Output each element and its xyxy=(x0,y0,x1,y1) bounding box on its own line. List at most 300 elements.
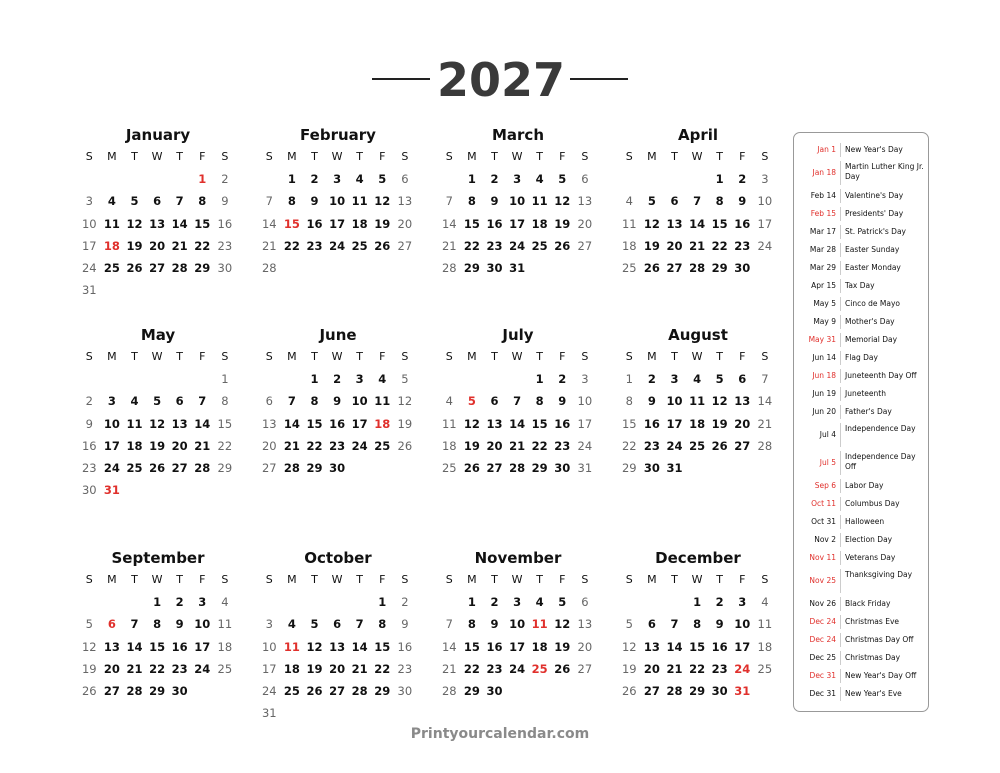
day-cell: 6 xyxy=(333,617,342,632)
day-cell: 25 xyxy=(531,238,548,253)
weekday-header: T xyxy=(176,573,184,586)
day-cell: 19 xyxy=(397,416,413,431)
day-cell: 22 xyxy=(149,661,166,676)
holiday-row xyxy=(794,649,930,667)
day-cell: 20 xyxy=(149,238,166,253)
day-cell: 9 xyxy=(738,194,747,209)
day-cell: 2 xyxy=(490,595,499,610)
empty-day xyxy=(258,368,281,390)
weekday-header: S xyxy=(445,150,453,163)
day-cell: 1 xyxy=(693,595,702,610)
day-cell: 1 xyxy=(715,172,724,187)
holiday-row xyxy=(794,205,930,223)
empty-day xyxy=(438,168,461,190)
day-cell: 7 xyxy=(175,194,184,209)
day-cell: 14 xyxy=(126,639,143,654)
day-cell: 19 xyxy=(306,661,323,676)
day-cell: 5 xyxy=(378,172,387,187)
day-grid xyxy=(618,569,778,702)
day-cell: 10 xyxy=(757,194,773,209)
day-cell: 19 xyxy=(554,639,571,654)
day-cell: 13 xyxy=(103,639,120,654)
day-cell: 24 xyxy=(757,238,773,253)
weekday-header: W xyxy=(331,350,343,363)
day-cell: 20 xyxy=(577,639,593,654)
day-cell: 1 xyxy=(625,372,633,387)
day-cell: 25 xyxy=(531,661,548,676)
day-cell: 26 xyxy=(397,438,413,453)
weekday-header: T xyxy=(671,350,678,363)
day-cell: 27 xyxy=(149,260,166,275)
holiday-row xyxy=(794,631,930,649)
day-cell: 1 xyxy=(287,172,296,187)
day-cell: 19 xyxy=(81,661,97,676)
day-cell: 28 xyxy=(441,260,457,275)
day-cell: 30 xyxy=(217,260,233,275)
day-cell: 4 xyxy=(535,172,544,187)
holiday-date: Feb 15 xyxy=(810,209,836,218)
day-cell: 6 xyxy=(490,394,499,409)
holiday-divider xyxy=(840,387,841,401)
day-cell: 11 xyxy=(441,416,457,431)
day-cell: 20 xyxy=(103,661,120,676)
weekday-header: T xyxy=(311,150,318,163)
holiday-name: Easter Monday xyxy=(845,263,901,272)
weekday-header: S xyxy=(221,573,229,586)
weekday-header: S xyxy=(85,573,93,586)
day-cell: 3 xyxy=(670,372,679,387)
holiday-date: May 9 xyxy=(813,317,836,326)
day-cell: 29 xyxy=(217,460,233,475)
day-cell: 5 xyxy=(130,194,139,209)
day-cell: 26 xyxy=(621,683,637,698)
day-cell: 11 xyxy=(689,394,706,409)
day-cell: 31 xyxy=(261,706,277,721)
day-cell: 3 xyxy=(85,194,93,209)
holiday-divider xyxy=(840,189,841,203)
day-cell: 24 xyxy=(329,238,346,253)
holiday-divider xyxy=(840,405,841,419)
day-cell: 10 xyxy=(194,617,211,632)
day-cell: 12 xyxy=(554,194,571,209)
month-title: November xyxy=(474,549,562,567)
empty-day xyxy=(663,168,686,190)
weekday-header: M xyxy=(647,350,657,363)
holiday-date: Dec 24 xyxy=(809,635,836,644)
holiday-date: Nov 2 xyxy=(814,535,836,544)
day-cell: 15 xyxy=(149,639,166,654)
day-cell: 26 xyxy=(711,438,728,453)
empty-day xyxy=(686,168,709,190)
month-title: July xyxy=(502,326,534,344)
holiday-date: Oct 11 xyxy=(811,499,836,508)
holiday-name: St. Patrick's Day xyxy=(845,227,906,236)
holiday-date: Jun 18 xyxy=(812,371,836,380)
holiday-name: New Year's Day Off xyxy=(845,671,917,680)
weekday-header: S xyxy=(445,573,453,586)
day-cell: 13 xyxy=(329,639,346,654)
day-cell: 29 xyxy=(149,683,166,698)
weekday-header: S xyxy=(761,573,769,586)
holiday-name: Christmas Day Off xyxy=(845,635,914,644)
day-cell: 20 xyxy=(734,416,751,431)
day-cell: 30 xyxy=(554,460,571,475)
day-cell: 23 xyxy=(217,238,233,253)
weekday-header: M xyxy=(287,350,297,363)
day-cell: 16 xyxy=(486,639,503,654)
holiday-name: Columbus Day xyxy=(845,499,900,508)
weekday-header: S xyxy=(445,350,453,363)
day-cell: 17 xyxy=(81,238,97,253)
day-cell: 16 xyxy=(734,216,751,231)
day-cell: 6 xyxy=(670,194,679,209)
day-cell: 31 xyxy=(577,460,593,475)
day-cell: 4 xyxy=(535,595,544,610)
holiday-divider xyxy=(840,225,841,239)
empty-day xyxy=(618,168,641,190)
day-cell: 25 xyxy=(283,683,300,698)
weekday-header: W xyxy=(151,573,163,586)
holiday-date: Feb 14 xyxy=(810,191,836,200)
holiday-divider xyxy=(840,451,841,475)
day-cell: 27 xyxy=(666,260,683,275)
holiday-row xyxy=(794,667,930,685)
holiday-row xyxy=(794,223,930,241)
day-cell: 6 xyxy=(107,617,116,632)
weekday-header: S xyxy=(625,350,633,363)
empty-day xyxy=(618,591,641,613)
day-cell: 24 xyxy=(103,460,120,475)
day-cell: 23 xyxy=(486,238,503,253)
day-cell: 24 xyxy=(734,661,751,676)
holiday-date: Apr 15 xyxy=(811,281,836,290)
day-cell: 21 xyxy=(689,238,706,253)
empty-day xyxy=(326,591,349,613)
month-title: September xyxy=(111,549,205,567)
day-cell: 13 xyxy=(397,194,413,209)
holiday-date: Oct 31 xyxy=(811,517,836,526)
holiday-date: Dec 31 xyxy=(809,689,836,698)
weekday-header: T xyxy=(176,150,184,163)
month-title: June xyxy=(319,326,357,344)
day-cell: 13 xyxy=(577,194,593,209)
empty-day xyxy=(281,368,304,390)
day-cell: 23 xyxy=(711,661,728,676)
day-cell: 24 xyxy=(81,260,97,275)
day-cell: 12 xyxy=(643,216,660,231)
holiday-date: May 5 xyxy=(813,299,836,308)
day-cell: 13 xyxy=(171,416,188,431)
day-grid xyxy=(438,146,598,279)
holiday-row xyxy=(794,367,930,385)
day-cell: 10 xyxy=(351,394,368,409)
day-cell: 26 xyxy=(374,238,391,253)
day-cell: 9 xyxy=(175,617,184,632)
day-cell: 4 xyxy=(130,394,139,409)
day-cell: 15 xyxy=(531,416,548,431)
holiday-name: Election Day xyxy=(845,535,893,544)
day-cell: 26 xyxy=(306,683,323,698)
holiday-row xyxy=(794,513,930,531)
day-cell: 2 xyxy=(333,372,342,387)
day-cell: 21 xyxy=(171,238,188,253)
day-cell: 20 xyxy=(261,438,277,453)
weekday-header: S xyxy=(221,350,229,363)
day-cell: 18 xyxy=(531,216,548,231)
day-cell: 30 xyxy=(171,683,188,698)
holiday-divider xyxy=(840,351,841,365)
day-cell: 13 xyxy=(577,617,593,632)
day-cell: 15 xyxy=(306,416,323,431)
day-cell: 5 xyxy=(558,595,567,610)
holiday-date: May 31 xyxy=(808,335,836,344)
day-cell: 20 xyxy=(577,216,593,231)
day-cell: 19 xyxy=(463,438,480,453)
empty-day xyxy=(258,591,281,613)
holiday-row xyxy=(794,567,930,595)
day-cell: 7 xyxy=(445,194,453,209)
day-cell: 24 xyxy=(577,438,593,453)
weekday-header: M xyxy=(467,150,477,163)
holiday-row xyxy=(794,403,930,421)
month-october xyxy=(258,547,418,724)
weekday-header: S xyxy=(85,350,93,363)
day-cell: 12 xyxy=(621,639,637,654)
day-cell: 8 xyxy=(287,194,296,209)
day-cell: 14 xyxy=(666,639,683,654)
day-cell: 30 xyxy=(643,460,660,475)
day-cell: 23 xyxy=(643,438,660,453)
holiday-name: Mother's Day xyxy=(845,317,895,326)
empty-day xyxy=(506,368,529,390)
day-cell: 17 xyxy=(666,416,683,431)
day-cell: 27 xyxy=(103,683,120,698)
month-title: March xyxy=(491,126,545,144)
day-cell: 11 xyxy=(103,216,120,231)
day-cell: 9 xyxy=(490,617,499,632)
day-cell: 22 xyxy=(621,438,637,453)
day-cell: 7 xyxy=(445,617,453,632)
day-cell: 7 xyxy=(287,394,296,409)
day-cell: 18 xyxy=(621,238,637,253)
day-cell: 8 xyxy=(625,394,633,409)
holiday-date: Mar 29 xyxy=(809,263,836,272)
day-cell: 11 xyxy=(283,639,300,654)
holiday-name: Father's Day xyxy=(845,407,892,416)
holiday-date: Jul 5 xyxy=(819,458,836,467)
empty-day xyxy=(168,368,191,390)
day-cell: 25 xyxy=(217,661,233,676)
day-cell: 27 xyxy=(397,238,413,253)
holiday-divider xyxy=(840,687,841,701)
holiday-name: Black Friday xyxy=(845,599,891,608)
holiday-name: Presidents' Day xyxy=(845,209,904,218)
day-cell: 31 xyxy=(666,460,683,475)
month-title: February xyxy=(300,126,376,144)
month-august xyxy=(618,324,778,479)
day-cell: 3 xyxy=(513,595,522,610)
day-cell: 26 xyxy=(554,661,571,676)
day-cell: 23 xyxy=(329,438,346,453)
day-cell: 22 xyxy=(217,438,233,453)
empty-day xyxy=(303,591,326,613)
day-cell: 15 xyxy=(463,216,480,231)
day-cell: 19 xyxy=(554,216,571,231)
day-cell: 28 xyxy=(261,260,277,275)
day-cell: 18 xyxy=(351,216,368,231)
day-cell: 12 xyxy=(397,394,413,409)
day-cell: 3 xyxy=(333,172,342,187)
empty-day xyxy=(146,368,169,390)
holiday-name: Memorial Day xyxy=(845,335,898,344)
day-cell: 2 xyxy=(221,172,229,187)
day-cell: 1 xyxy=(198,172,207,187)
day-cell: 6 xyxy=(647,617,656,632)
day-cell: 5 xyxy=(558,172,567,187)
day-cell: 12 xyxy=(81,639,97,654)
day-cell: 15 xyxy=(711,216,728,231)
day-cell: 22 xyxy=(463,661,480,676)
day-cell: 16 xyxy=(81,438,97,453)
holiday-divider xyxy=(840,569,841,593)
weekday-header: M xyxy=(287,150,297,163)
day-cell: 19 xyxy=(126,238,143,253)
day-cell: 28 xyxy=(126,683,143,698)
holiday-row xyxy=(794,313,930,331)
day-cell: 31 xyxy=(734,683,751,698)
day-cell: 15 xyxy=(194,216,211,231)
day-cell: 21 xyxy=(666,661,683,676)
month-title: October xyxy=(304,549,372,567)
day-cell: 14 xyxy=(171,216,188,231)
day-cell: 25 xyxy=(351,238,368,253)
day-cell: 28 xyxy=(194,460,211,475)
day-cell: 11 xyxy=(351,194,368,209)
day-cell: 14 xyxy=(757,394,773,409)
day-cell: 30 xyxy=(397,683,413,698)
day-cell: 30 xyxy=(486,260,503,275)
holiday-divider xyxy=(840,333,841,347)
day-grid xyxy=(438,569,598,702)
weekday-header: T xyxy=(356,573,364,586)
day-cell: 11 xyxy=(757,617,773,632)
day-cell: 26 xyxy=(149,460,166,475)
day-cell: 28 xyxy=(283,460,300,475)
day-cell: 14 xyxy=(441,216,457,231)
day-cell: 28 xyxy=(171,260,188,275)
holiday-date: Jan 1 xyxy=(817,145,836,154)
month-title: August xyxy=(668,326,728,344)
day-cell: 3 xyxy=(107,394,116,409)
weekday-header: S xyxy=(581,350,589,363)
holiday-row xyxy=(794,241,930,259)
day-cell: 4 xyxy=(378,372,387,387)
holiday-name: Independence Day xyxy=(845,424,916,433)
weekday-header: S xyxy=(401,573,409,586)
month-february xyxy=(258,124,418,279)
footer-site: Printyourcalendar.com xyxy=(410,726,590,742)
month-may xyxy=(78,324,238,501)
day-cell: 12 xyxy=(306,639,323,654)
day-cell: 8 xyxy=(310,394,319,409)
day-grid xyxy=(258,346,418,479)
day-cell: 7 xyxy=(670,617,679,632)
day-cell: 8 xyxy=(535,394,544,409)
holiday-divider xyxy=(840,669,841,683)
day-cell: 2 xyxy=(401,595,409,610)
holiday-row xyxy=(794,385,930,403)
day-cell: 24 xyxy=(261,683,277,698)
day-cell: 12 xyxy=(374,194,391,209)
day-cell: 25 xyxy=(374,438,391,453)
day-cell: 28 xyxy=(689,260,706,275)
day-cell: 30 xyxy=(81,483,97,498)
empty-day xyxy=(663,591,686,613)
day-cell: 26 xyxy=(463,460,480,475)
month-june xyxy=(258,324,418,479)
month-november xyxy=(438,547,598,702)
weekday-header: F xyxy=(739,573,746,586)
day-cell: 17 xyxy=(194,639,211,654)
day-cell: 29 xyxy=(689,683,706,698)
day-cell: 6 xyxy=(401,172,409,187)
day-cell: 22 xyxy=(711,238,728,253)
weekday-header: T xyxy=(716,573,724,586)
holiday-date: Dec 25 xyxy=(809,653,836,662)
day-cell: 28 xyxy=(757,438,773,453)
day-cell: 10 xyxy=(81,216,97,231)
holiday-divider xyxy=(840,633,841,647)
weekday-header: S xyxy=(401,150,409,163)
month-december xyxy=(618,547,778,702)
day-cell: 4 xyxy=(625,194,633,209)
day-cell: 2 xyxy=(738,172,747,187)
day-cell: 27 xyxy=(171,460,188,475)
day-cell: 31 xyxy=(509,260,526,275)
day-cell: 5 xyxy=(647,194,656,209)
day-cell: 11 xyxy=(531,617,548,632)
holiday-name: New Year's Day xyxy=(845,145,903,154)
day-cell: 16 xyxy=(329,416,346,431)
day-cell: 8 xyxy=(467,617,476,632)
holiday-row xyxy=(794,613,930,631)
day-cell: 6 xyxy=(153,194,162,209)
day-cell: 14 xyxy=(351,639,368,654)
day-cell: 12 xyxy=(149,416,166,431)
day-cell: 11 xyxy=(374,394,391,409)
day-cell: 23 xyxy=(171,661,188,676)
empty-day xyxy=(78,368,101,390)
holiday-divider xyxy=(840,369,841,383)
weekday-header: W xyxy=(151,350,163,363)
day-cell: 9 xyxy=(715,617,724,632)
weekday-header: F xyxy=(379,573,386,586)
weekday-header: W xyxy=(691,350,703,363)
day-cell: 25 xyxy=(103,260,120,275)
day-cell: 21 xyxy=(126,661,143,676)
day-cell: 22 xyxy=(283,238,300,253)
day-cell: 2 xyxy=(175,595,184,610)
weekday-header: W xyxy=(331,573,343,586)
day-cell: 18 xyxy=(374,416,391,431)
holiday-name: Juneteenth Day Off xyxy=(845,371,917,380)
holiday-name: Halloween xyxy=(845,517,885,526)
day-cell: 18 xyxy=(217,639,233,654)
empty-day xyxy=(123,168,146,190)
day-cell: 24 xyxy=(509,661,526,676)
holiday-row xyxy=(794,477,930,495)
day-cell: 17 xyxy=(261,661,277,676)
